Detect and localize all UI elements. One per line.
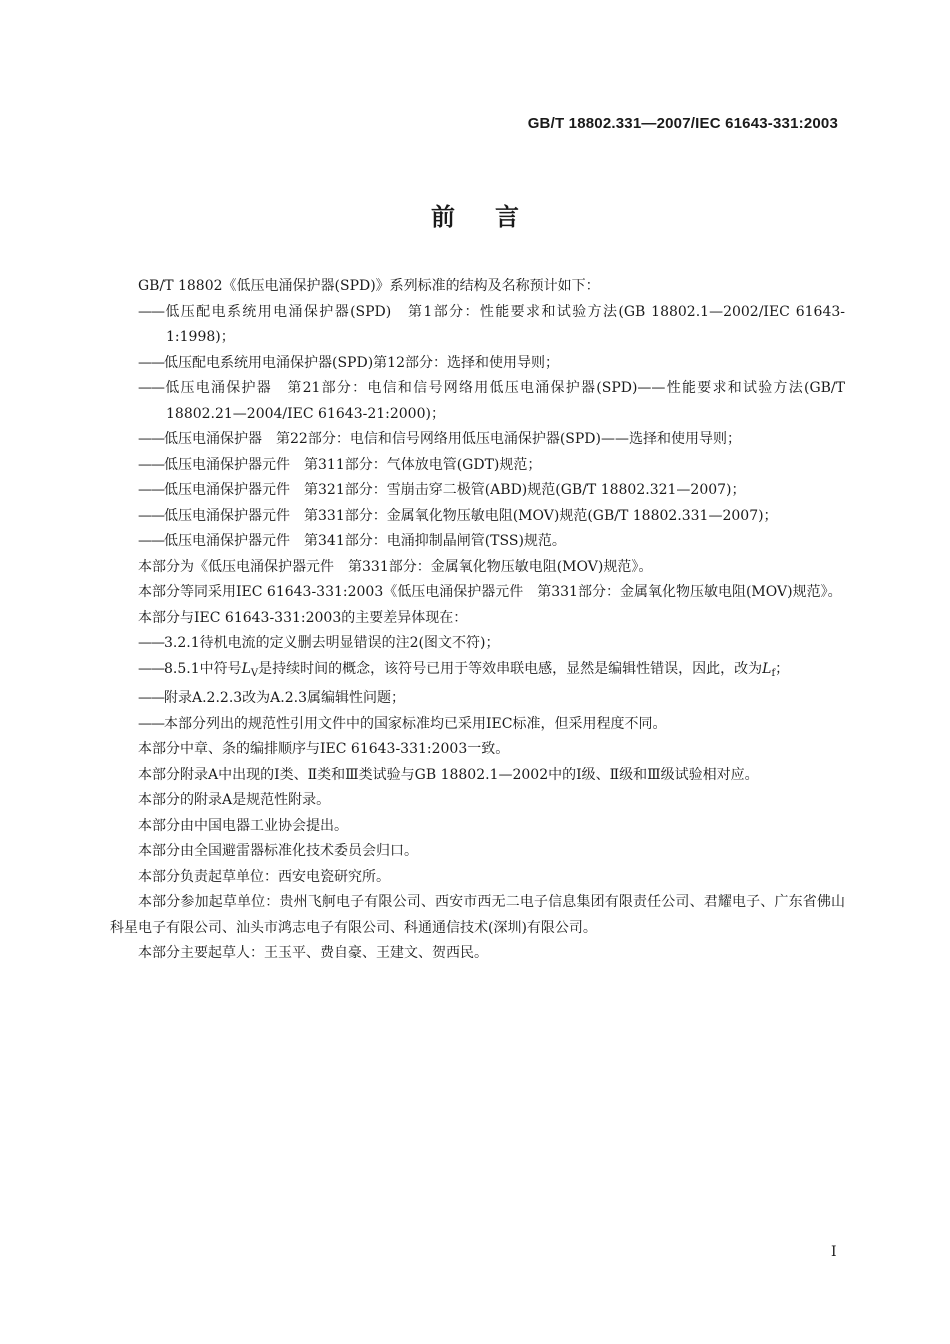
- list-item-text: 低压电涌保护器元件 第341部分：电涌抑制晶闸管(TSS)规范。: [164, 533, 566, 549]
- dash-list-item: [110, 427, 845, 453]
- dash-list-item: [110, 351, 845, 377]
- list-item-text: 低压电涌保护器 第21部分：电信和信号网络用低压电涌保护器(SPD)——性能要求和试验方法(GB/T 18802.21—2004/IEC 61643-21:2000)；: [164, 380, 845, 422]
- dash-list-item: [110, 631, 845, 657]
- em-dash-marker: ——: [138, 354, 164, 371]
- dash-list-item: [110, 478, 845, 504]
- paragraph: 本部分主要起草人：王玉平、费自豪、王建文、贺西民。: [138, 945, 488, 961]
- em-dash-marker: ——: [138, 660, 164, 677]
- em-dash-marker: ——: [138, 431, 164, 447]
- list-item-text: 低压电涌保护器元件 第311部分：气体放电管(GDT)规范；: [164, 456, 542, 473]
- list-item-text: 3.2.1待机电流的定义删去明显错误的注2(图文不符)；: [164, 635, 500, 651]
- dash-list-item: [110, 657, 845, 687]
- list-item-text: 附录A.2.2.3改为A.2.3属编辑性问题；: [164, 690, 406, 706]
- list-item-text: 本部分列出的规范性引用文件中的国家标准均已采用IEC标准，但采用程度不同。: [164, 715, 667, 732]
- list-item-text: 是持续时间的概念，该符号已用于等效串联电感，显然是编辑性错误，因此，改为: [258, 660, 763, 677]
- em-dash-marker: ——: [138, 715, 164, 732]
- paragraph: 本部分由全国避雷器标准化技术委员会归口。: [138, 843, 418, 859]
- list-item-text: ；: [775, 660, 790, 677]
- em-dash-marker: ——: [138, 380, 164, 396]
- em-dash-marker: ——: [138, 482, 164, 498]
- math-symbol: V: [250, 667, 259, 679]
- foreword-body: [110, 274, 845, 967]
- dash-list-item: [110, 376, 845, 427]
- dash-list-item: [110, 504, 845, 530]
- paragraph: GB/T 18802《低压电涌保护器(SPD)》系列标准的结构及名称预计如下：: [138, 278, 600, 294]
- paragraph: 本部分负责起草单位：西安电瓷研究所。: [138, 868, 390, 885]
- paragraph: 本部分与IEC 61643-331:2003的主要差异体现在：: [138, 609, 468, 626]
- math-symbol: L: [241, 660, 251, 677]
- em-dash-marker: ——: [138, 303, 164, 320]
- em-dash-marker: ——: [138, 456, 164, 473]
- page-number: Ⅰ: [831, 1244, 837, 1260]
- em-dash-marker: ——: [138, 507, 164, 524]
- em-dash-marker: ——: [138, 635, 164, 651]
- paragraph: 本部分中章、条的编排顺序与IEC 61643-331:2003一致。: [138, 741, 510, 757]
- paragraph: 本部分参加起草单位：贵州飞舸电子有限公司、西安市西无二电子信息集团有限责任公司、君耀电子、广东省佛山科星电子有限公司、汕头市鸿志电子有限公司、科通通信技术(深圳)有限公司。: [110, 894, 845, 936]
- em-dash-marker: ——: [138, 533, 164, 549]
- dash-list-item: [110, 686, 845, 712]
- list-item-text: 低压电涌保护器 第22部分：电信和信号网络用低压电涌保护器(SPD)——选择和使用导则；: [164, 431, 741, 447]
- standard-number-header: GB/T 18802.331—2007/IEC 61643-331:2003: [527, 115, 838, 132]
- list-item-text: 低压电涌保护器元件 第321部分：雪崩击穿二极管(ABD)规范(GB/T 18802.321—2007)；: [164, 482, 746, 498]
- math-symbol: L: [762, 660, 772, 677]
- math-symbol: f: [771, 667, 776, 679]
- list-item-text: 低压配电系统用电涌保护器(SPD) 第1部分：性能要求和试验方法(GB 18802.1—2002/IEC 61643-1:1998)；: [164, 303, 845, 345]
- page-title: 前言: [431, 203, 559, 231]
- dash-list-item: [110, 712, 845, 738]
- paragraph: 本部分附录A中出现的Ⅰ类、Ⅱ类和Ⅲ类试验与GB 18802.1—2002中的Ⅰ级、Ⅱ级和Ⅲ级试验相对应。: [138, 766, 759, 783]
- dash-list-item: [110, 300, 845, 351]
- list-item-text: 8.5.1中符号: [164, 660, 242, 677]
- paragraph: 本部分等同采用IEC 61643-331:2003《低压电涌保护器元件 第331部分：金属氧化物压敏电阻(MOV)规范》。: [138, 584, 842, 600]
- list-item-text: 低压配电系统用电涌保护器(SPD)第12部分：选择和使用导则；: [164, 354, 559, 371]
- list-item-text: 低压电涌保护器元件 第331部分：金属氧化物压敏电阻(MOV)规范(GB/T 18802.331—2007)；: [164, 507, 778, 524]
- paragraph: 本部分的附录A是规范性附录。: [138, 792, 331, 808]
- paragraph: 本部分为《低压电涌保护器元件 第331部分：金属氧化物压敏电阻(MOV)规范》。: [138, 558, 653, 575]
- dash-list-item: [110, 453, 845, 479]
- paragraph: 本部分由中国电器工业协会提出。: [138, 817, 348, 834]
- dash-list-item: [110, 529, 845, 555]
- em-dash-marker: ——: [138, 690, 164, 706]
